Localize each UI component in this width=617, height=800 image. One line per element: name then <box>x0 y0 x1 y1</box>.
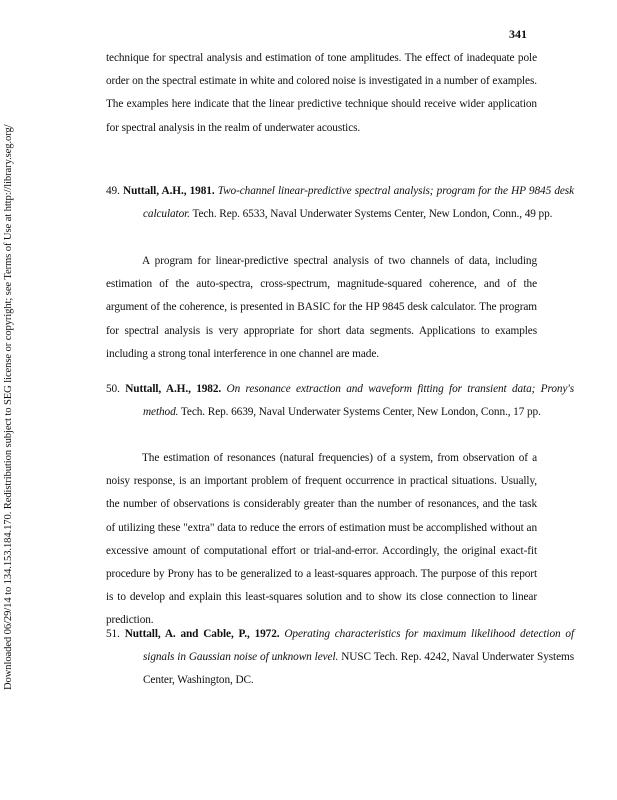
reference-number: 51. <box>106 628 120 640</box>
reference-50 <box>106 378 574 424</box>
reference-title: Operating characteristics for maximum likelihood detection of signals in Gaussian noise of unknown level. <box>143 628 574 664</box>
reference-authors: Nuttall, A. and Cable, P., 1972. <box>124 628 280 640</box>
reference-source: Tech. Rep. 6533, Naval Underwater Systems Center, New London, Conn., 49 pp. <box>192 208 553 221</box>
download-notice: Downloaded 06/29/14 to 134.153.184.170. Redistribution subject to SEG license or copyright; see Terms of Use at http://library.seg.org/ <box>3 124 14 690</box>
reference-source: NUSC Tech. Rep. 4242, Naval Underwater Systems Center, Washington, DC. <box>143 651 574 687</box>
reference-title: Two-channel linear-predictive spectral analysis; program for the HP 9845 desk calculator. <box>143 185 574 221</box>
reference-source: Tech. Rep. 6639, Naval Underwater Systems Center, New London, Conn., 17 pp. <box>180 406 541 419</box>
reference-49 <box>106 180 574 226</box>
reference-authors: Nuttall, A.H., 1981. <box>123 185 215 197</box>
reference-authors: Nuttall, A.H., 1982. <box>125 383 222 395</box>
reference-49-abstract: A program for linear-predictive spectral analysis of two channels of data, including estimation of the auto-spectra, cross-spectrum, magnitude-squared coherence, and of the argument of the coherence, is presented in BASIC for the HP 9845 desk calculator. The program for spectral analysis is very appropriate for short data segments. Applications to examples including a strong tonal interference in one channel are made. <box>106 255 537 360</box>
page-number: 341 <box>509 27 527 41</box>
reference-51 <box>106 623 574 693</box>
reference-number: 49. <box>106 185 120 197</box>
intro-paragraph: technique for spectral analysis and estimation of tone amplitudes. The effect of inadequate pole order on the spectral estimate in white and colored noise is investigated in a number of examples. The examples here indicate that the linear predictive technique should receive wider application for spectral analysis in the realm of underwater acoustics. <box>106 52 537 134</box>
reference-number: 50. <box>106 383 120 395</box>
reference-title: On resonance extraction and waveform fitting for transient data; Prony's method. <box>143 383 574 419</box>
reference-50-abstract: The estimation of resonances (natural frequencies) of a system, from observation of a noisy response, is an important problem of frequent occurrence in practical situations. Usually, the number of observations is considerably greater than the number of resonances, and the task of utilizing these "extra" data to reduce the errors of estimation must be accomplished without an excessive amount of computational effort or trial-and-error. Accordingly, the original exact-fit procedure by Prony has to be generalized to a least-squares approach. The purpose of this report is to develop and explain this least-squares solution and to show its close connection to linear prediction. <box>106 452 537 627</box>
